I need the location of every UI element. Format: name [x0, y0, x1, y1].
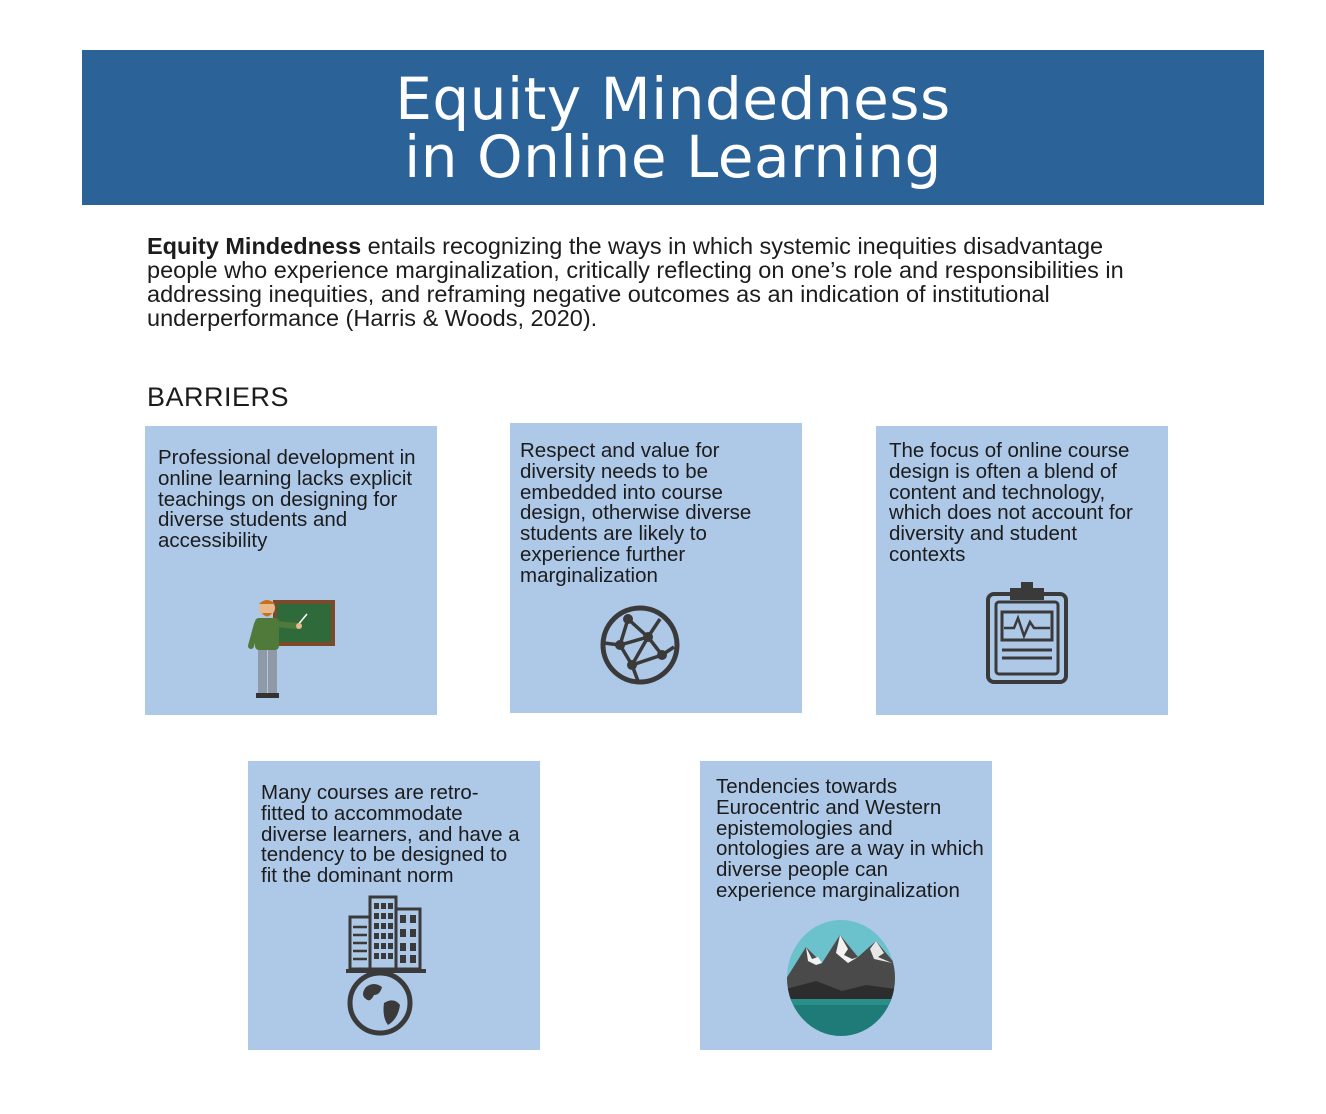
teacher-chalkboard-icon — [245, 596, 341, 702]
barrier-card-4-text: Many courses are retro-fitted to accommodate diverse learners, and have a tendency to be designed to fit the dominant norm — [261, 781, 520, 888]
section-heading: BARRIERS — [147, 382, 290, 412]
barrier-card-4 — [248, 761, 540, 1050]
barrier-card-3-text: The focus of online course design is often a blend of content and technology, which does not account for diversity and student contexts — [889, 439, 1133, 566]
clipboard-chart-icon — [984, 582, 1070, 686]
buildings-globe-icon — [344, 895, 428, 1037]
barrier-card-3 — [876, 426, 1168, 715]
intro-term: Equity Mindedness — [147, 233, 362, 259]
barrier-card-2 — [510, 423, 802, 713]
network-globe-icon — [598, 603, 682, 687]
page-title-line-1: Equity Mindedness — [395, 64, 951, 133]
barrier-card-1 — [145, 426, 437, 715]
barrier-card-2-text: Respect and value for diversity needs to be embedded into course design, otherwise diverse students are likely to experience further marginalization — [520, 439, 752, 587]
intro-paragraph — [147, 234, 1177, 330]
page-title-line-2: in Online Learning — [404, 122, 942, 191]
title-banner — [82, 50, 1264, 205]
barrier-card-5 — [700, 761, 992, 1050]
barrier-card-1-text: Professional development in online learning lacks explicit teachings on designing for diverse students and accessibility — [158, 446, 416, 553]
intro-body: entails recognizing the ways in which systemic inequities disadvantage people who experience marginalization, critically reflecting on one’s role and responsibilities in addressing inequities, and reframing negative outcomes as an indication of institutional underperformance (Harris & Woods, 2020). — [147, 233, 1124, 331]
mountain-lake-icon — [786, 919, 896, 1037]
barrier-card-5-text: Tendencies towards Eurocentric and Western epistemologies and ontologies are a way in which diverse people can experience marginalization — [716, 775, 984, 902]
